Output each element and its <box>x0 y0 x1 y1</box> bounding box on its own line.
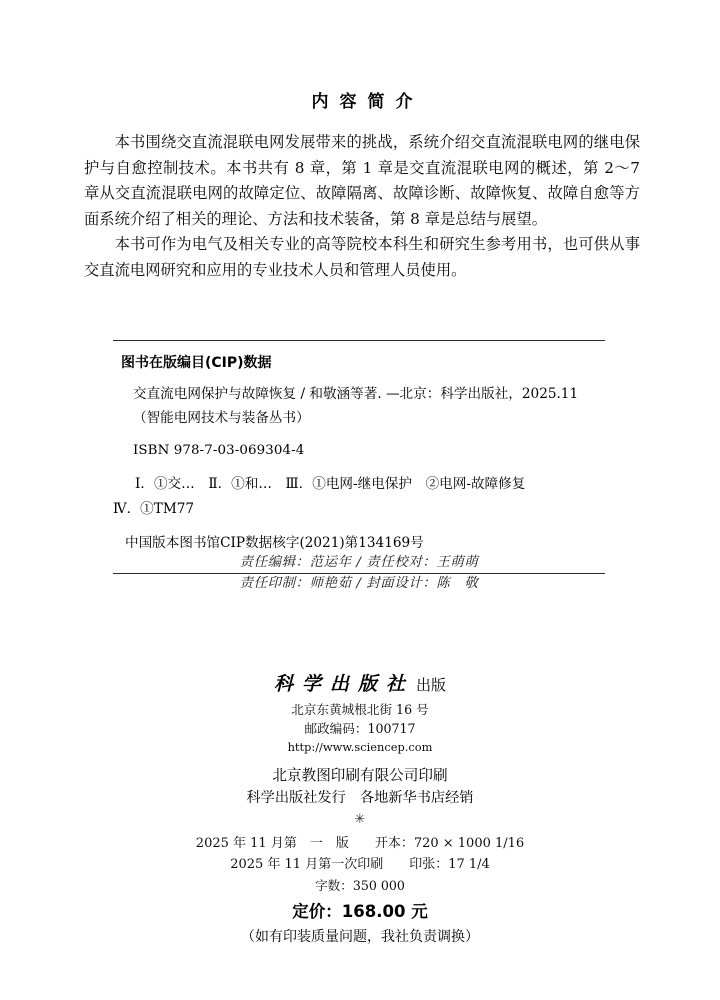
asterisk-separator-icon: ✳ <box>354 812 366 827</box>
cip-classification <box>113 472 605 522</box>
abstract-heading: 内容简介 <box>311 92 424 112</box>
staff-production-line: 责任印制：师艳茹 / 封面设计：陈 敬 <box>239 576 479 591</box>
cip-classification-line-1: Ⅰ．①交… Ⅱ．①和… Ⅲ．①电网-继电保护 ②电网-故障修复 <box>135 476 526 492</box>
publisher-postcode: 邮政编码：100717 <box>304 720 416 736</box>
imprint-section <box>0 672 720 948</box>
cip-classification-line-2: Ⅳ．①TM77 <box>113 501 195 517</box>
cip-block <box>113 340 605 574</box>
publisher-website[interactable]: http://www.sciencep.com <box>287 740 433 754</box>
distribution-line: 科学出版社发行 各地新华书店经销 <box>246 790 474 806</box>
abstract-section <box>84 92 640 283</box>
cip-bibliographic-line: 交直流电网保护与故障恢复 / 和敬涵等著. —北京：科学出版社，2025.11 <box>133 386 579 402</box>
staff-editor-line: 责任编辑：范运年 / 责任校对：王萌萌 <box>239 555 479 570</box>
price-line: 定价：168.00 元 <box>292 902 428 921</box>
edition-and-format-line: 2025 年 11 月第 一 版 开本：720 × 1000 1/16 <box>195 836 525 851</box>
abstract-paragraph-1: 本书围绕交直流混联电网发展带来的挑战，系统介绍交直流混联电网的继电保护与自愈控制技术。本书共有 8 章，第 1 章是交直流混联电网的概述，第 2～7 章从交直流混联电网的故障定位、故障隔离、故障诊断、故障恢复、故障自愈等方面系统介绍了相关的理论、方法和技术装备，第 8 章是总结与展望。 <box>84 133 640 228</box>
staff-credits <box>113 552 605 594</box>
publisher-suffix: 出版 <box>416 676 447 694</box>
cip-content <box>113 341 605 573</box>
publisher-address: 北京东黄城根北街 16 号 <box>291 702 429 717</box>
impression-and-sheets-line: 2025 年 11 月第一次印刷 印张：17 1/4 <box>230 857 490 872</box>
cip-isbn: ISBN 978-7-03-069304-4 <box>133 443 305 458</box>
printer-name: 北京教图印刷有限公司印刷 <box>272 767 448 784</box>
abstract-paragraph-2: 本书可作为电气及相关专业的高等院校本科生和研究生参考用书，也可供从事交直流电网研究和应用的专业技术人员和管理人员使用。 <box>84 235 640 279</box>
exchange-note: （如有印装质量问题，我社负责调换） <box>241 929 479 945</box>
wordcount-line: 字数：350 000 <box>315 878 405 893</box>
cip-series-line: （智能电网技术与装备丛书） <box>133 410 310 426</box>
publisher-line <box>0 672 720 697</box>
publisher-brand-logo: 科学出版社 <box>273 673 414 695</box>
cip-title: 图书在版编目(CIP)数据 <box>121 355 272 371</box>
cip-verification-number: 中国版本图书馆CIP数据核字(2021)第134169号 <box>125 535 424 551</box>
